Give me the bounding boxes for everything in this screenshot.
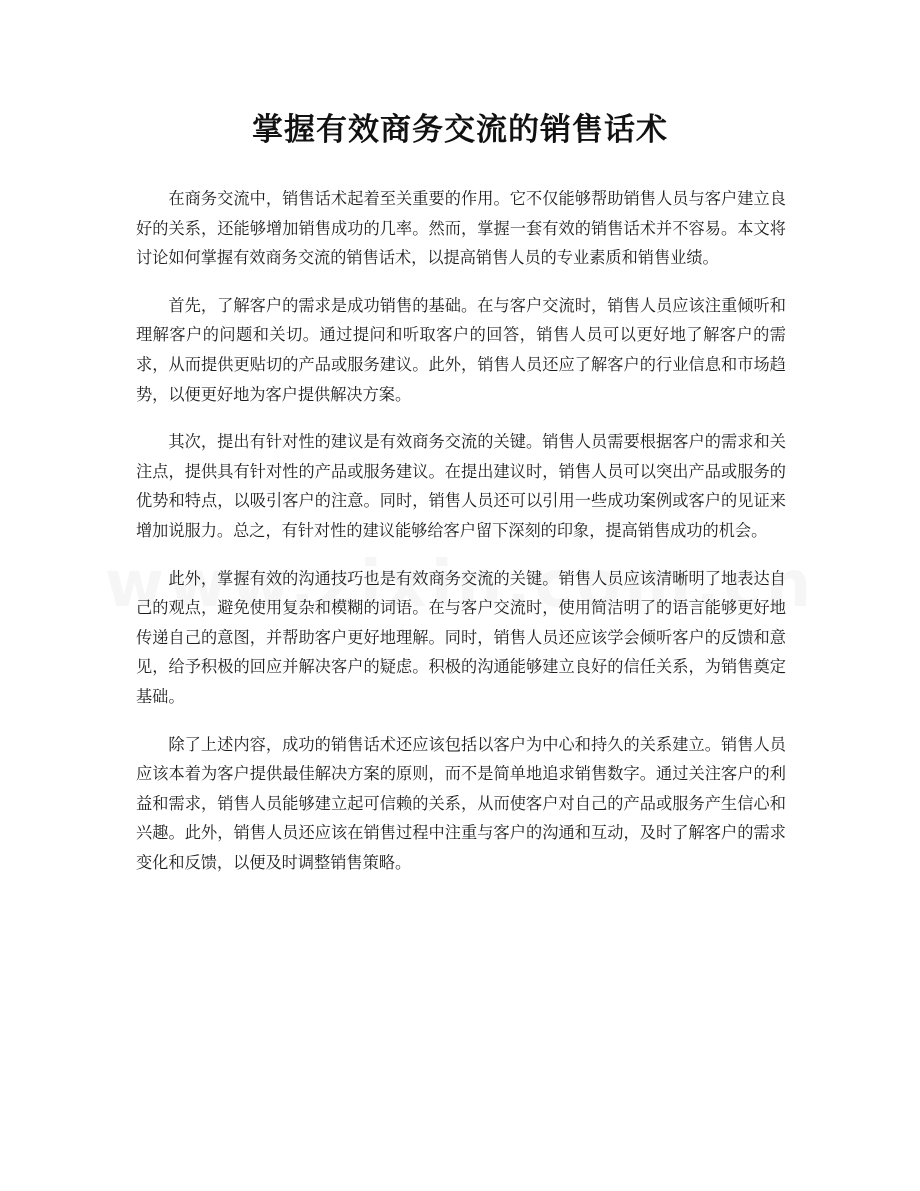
- paragraph-customer-centric: 除了上述内容，成功的销售话术还应该包括以客户为中心和持久的关系建立。销售人员应该本着为客户提供最佳解决方案的原则，而不是简单地追求销售数字。通过关注客户的利益和需求，销售人员能够建立起可信赖的关系，从而使客户对自己的产品或服务产生信心和兴趣。此外，销售人员还应该在销售过程中注重与客户的沟通和互动，及时了解客户的需求变化和反馈，以便及时调整销售策略。: [136, 734, 786, 872]
- paragraph-communication-skills: 此外，掌握有效的沟通技巧也是有效商务交流的关键。销售人员应该清晰明了地表达自己的观点，避免使用复杂和模糊的词语。在与客户交流时，使用简洁明了的语言能够更好地传递自己的意图，并帮助客户更好地理解。同时，销售人员还应该学会倾听客户的反馈和意见，给予积极的回应并解决客户的疑虑。积极的沟通能够建立良好的信任关系，为销售奠定基础。: [136, 568, 786, 706]
- paragraph-understand-needs: 首先，了解客户的需求是成功销售的基础。在与客户交流时，销售人员应该注重倾听和理解客户的问题和关切。通过提问和听取客户的回答，销售人员可以更好地了解客户的需求，从而提供更贴切的产品或服务建议。此外，销售人员还应了解客户的行业信息和市场趋势，以便更好地为客户提供解决方案。: [136, 295, 786, 404]
- paragraph-targeted-suggestions: 其次，提出有针对性的建议是有效商务交流的关键。销售人员需要根据客户的需求和关注点，提供具有针对性的产品或服务建议。在提出建议时，销售人员可以突出产品或服务的优势和特点，以吸引客户的注意。同时，销售人员还可以引用一些成功案例或客户的见证来增加说服力。总之，有针对性的建议能够给客户留下深刻的印象，提高销售成功的机会。: [136, 432, 786, 540]
- document-title: 掌握有效商务交流的销售话术: [252, 112, 668, 148]
- paragraph-intro: 在商务交流中，销售话术起着至关重要的作用。它不仅能够帮助销售人员与客户建立良好的关系，还能够增加销售成功的几率。然而，掌握一套有效的销售话术并不容易。本文将讨论如何掌握有效商务交流的销售话术，以提高销售人员的专业素质和销售业绩。: [136, 189, 786, 268]
- document-body: [136, 184, 786, 895]
